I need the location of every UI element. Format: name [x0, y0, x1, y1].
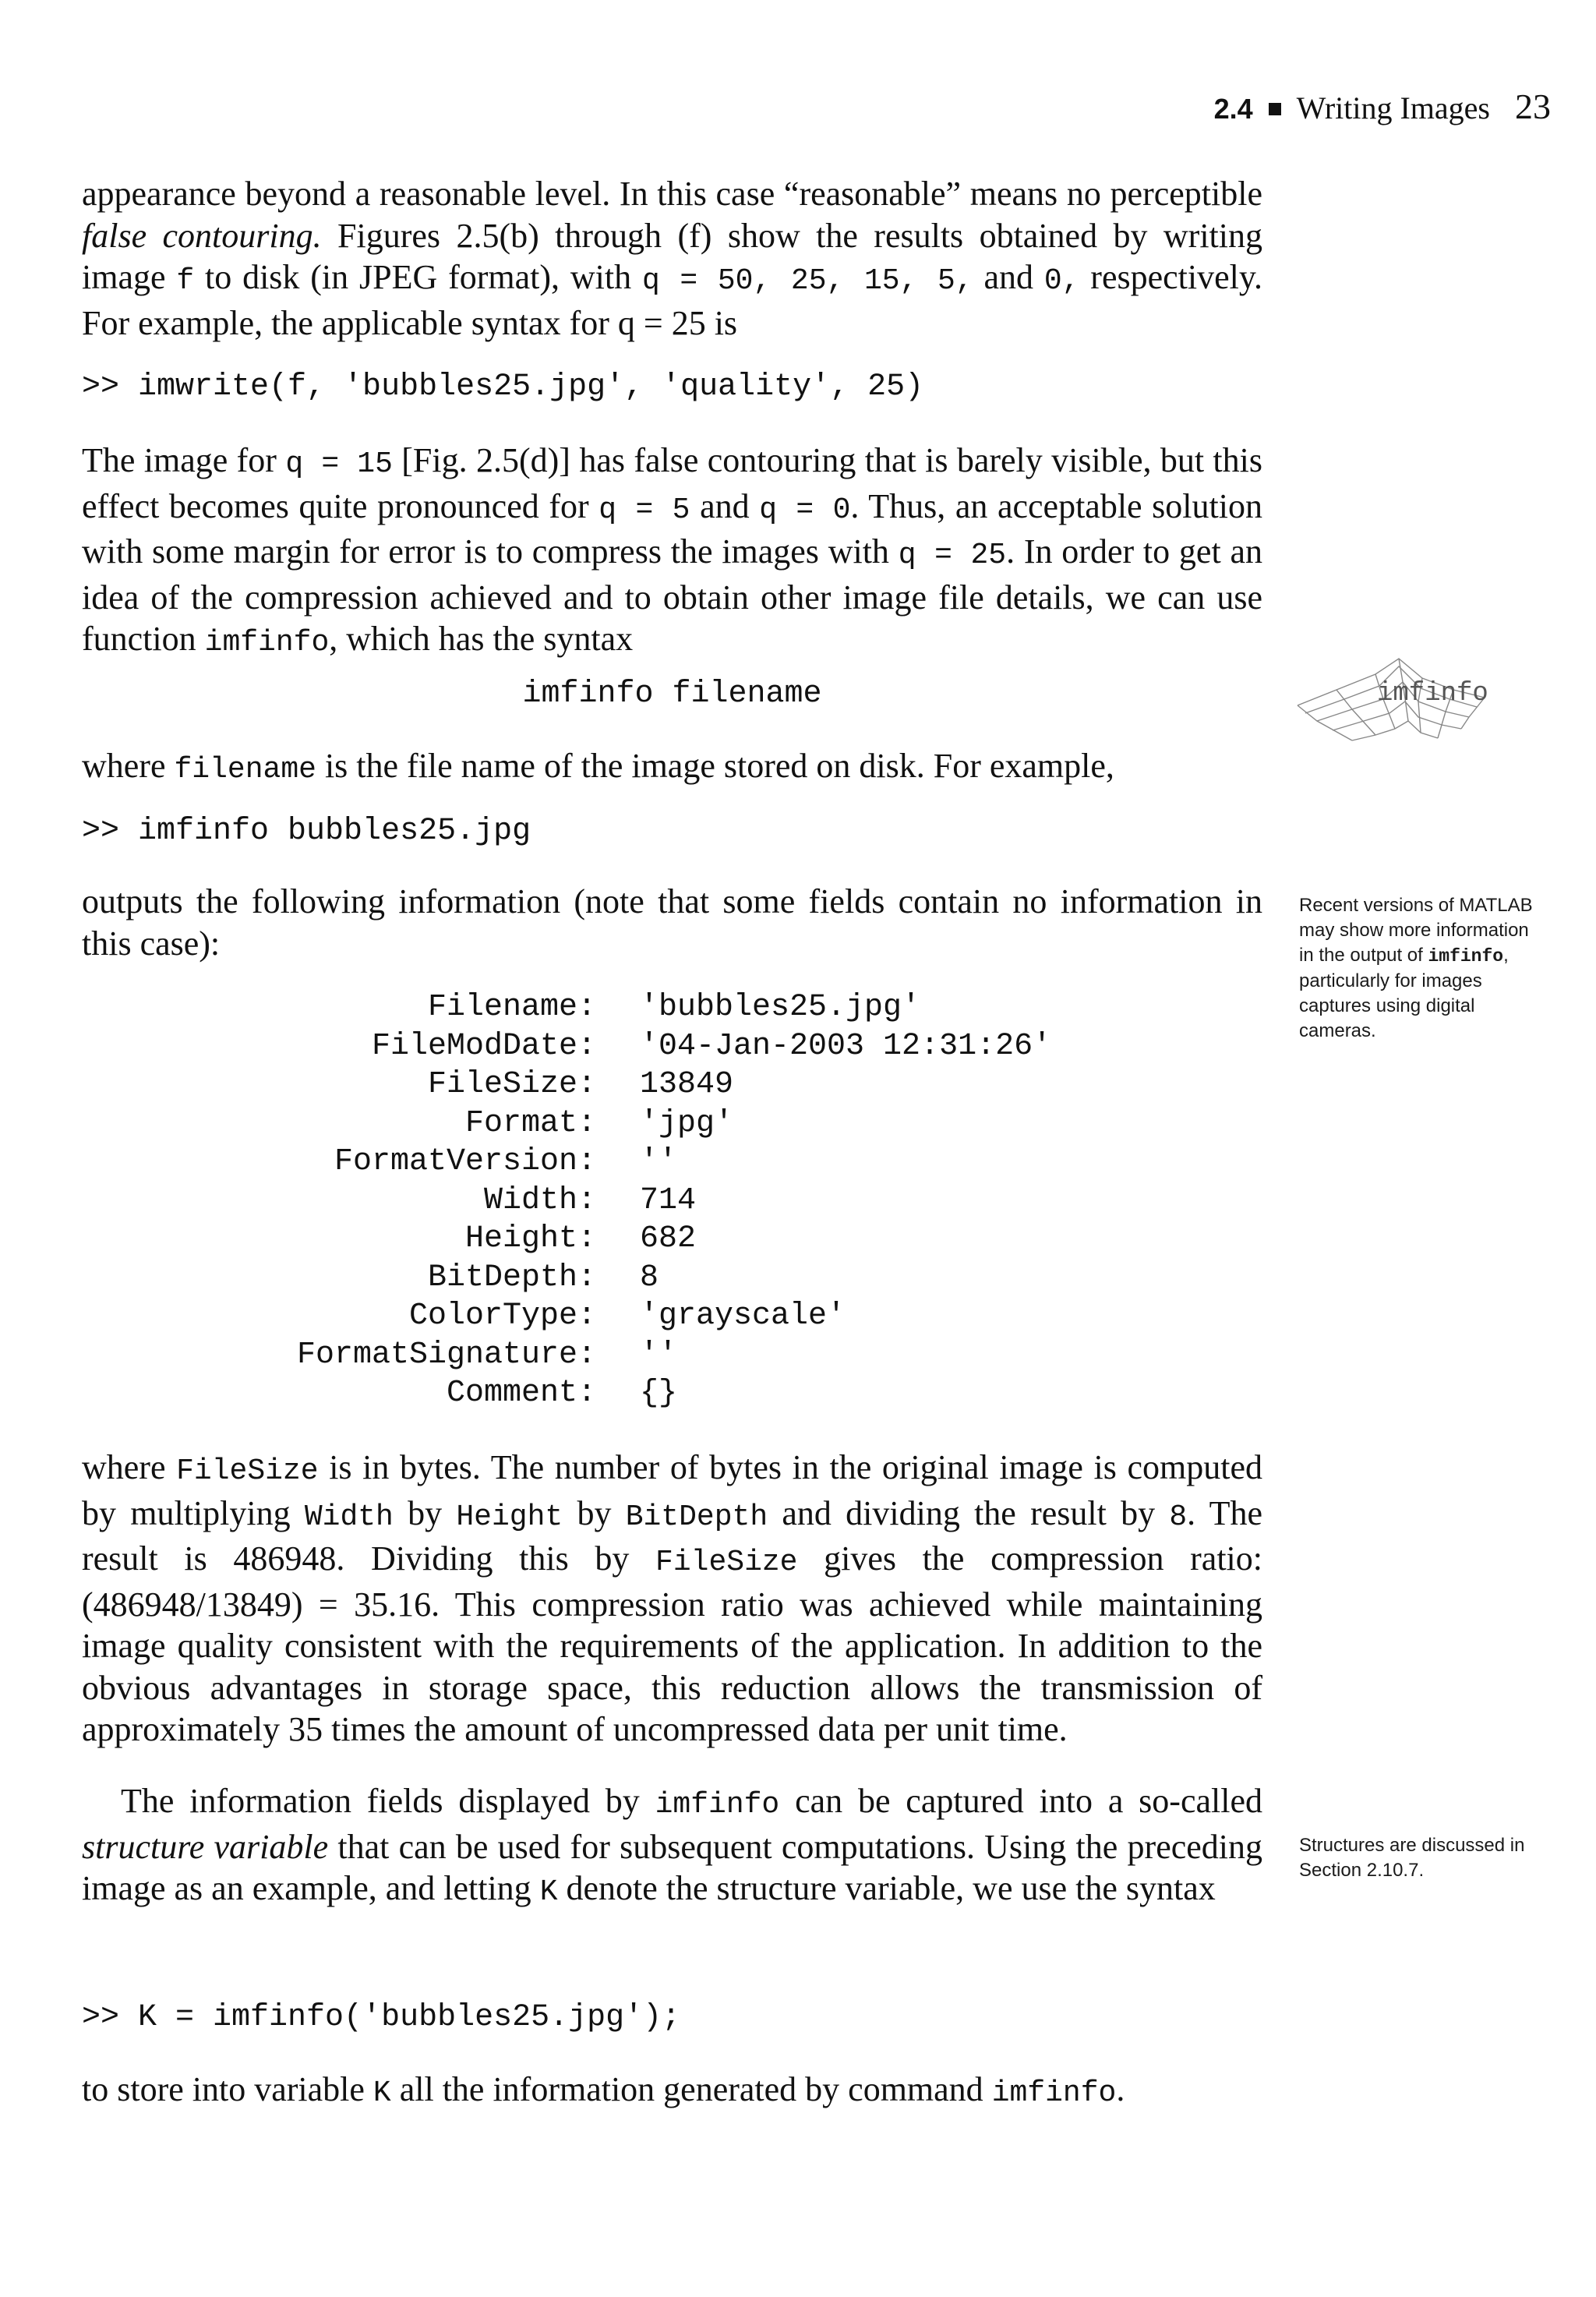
imfinfo-margin-logo	[1290, 643, 1492, 760]
text: The image for	[82, 441, 286, 479]
code-imfinfo-example: >> imfinfo bubbles25.jpg	[82, 814, 531, 849]
text: to store into variable	[82, 2070, 373, 2108]
info-key: BitDepth:	[427, 1260, 596, 1295]
info-key: FileModDate:	[371, 1028, 596, 1064]
emphasis-structure-variable: structure variable	[82, 1827, 329, 1866]
code-structure-assign: >> K = imfinfo('bubbles25.jpg');	[82, 2000, 681, 2035]
paragraph-6	[82, 1780, 1262, 1914]
paragraph-3	[82, 745, 1262, 791]
logo-label: imfinfo	[1377, 679, 1488, 709]
text: to disk (in JPEG format), with	[194, 258, 642, 296]
text: and	[973, 258, 1044, 296]
text: . The result is 486948. Dividing this by	[82, 1493, 1262, 1578]
info-value: 'jpg'	[640, 1105, 734, 1141]
section-number: 2.4	[1213, 93, 1253, 125]
inline-code: imfinfo	[1428, 946, 1504, 967]
text: all the information generated by command	[390, 2070, 992, 2108]
text: where	[82, 1448, 177, 1486]
info-key: FormatSignature:	[296, 1337, 596, 1373]
info-row	[234, 1182, 1051, 1221]
page-number: 23	[1515, 87, 1551, 126]
paragraph-2	[82, 440, 1262, 664]
inline-code: 0,	[1043, 264, 1080, 298]
text: and dividing the result by	[768, 1493, 1170, 1532]
info-value: 'bubbles25.jpg'	[640, 990, 921, 1025]
text: The information fields displayed by	[121, 1782, 655, 1820]
info-value: '04-Jan-2003 12:31:26'	[640, 1028, 1052, 1064]
text: is in bytes. The number of bytes in the original image is computed by multiplying	[82, 1448, 1262, 1532]
info-value: ''	[640, 1144, 678, 1179]
info-value: ''	[640, 1337, 678, 1373]
info-key: Width:	[483, 1182, 596, 1218]
code-imfinfo-syntax: imfinfo filename	[522, 677, 822, 712]
text: .	[1116, 2070, 1125, 2108]
inline-code: Height	[456, 1500, 563, 1534]
code-imwrite: >> imwrite(f, 'bubbles25.jpg', 'quality', 25)	[82, 369, 924, 405]
running-header	[1214, 86, 1551, 127]
info-key: Filename:	[427, 990, 596, 1025]
info-value: 714	[640, 1182, 697, 1218]
text: where	[82, 747, 175, 785]
info-row	[234, 1027, 1051, 1066]
inline-code: q = 15	[285, 447, 393, 481]
inline-code: filename	[174, 753, 316, 786]
inline-code: imfinfo	[991, 2076, 1117, 2110]
inline-code: Width	[304, 1500, 394, 1534]
info-key: ColorType:	[408, 1299, 596, 1334]
margin-note-structures: Structures are discussed in Section 2.10.7.	[1299, 1835, 1525, 1881]
text: can be captured into a so-called	[779, 1782, 1262, 1820]
text: , which has the syntax	[329, 620, 634, 658]
inline-code: K	[539, 1875, 558, 1909]
text: . In order to get an idea of the compression achieved and to obtain other image file details, we can use function	[82, 532, 1262, 658]
text: , particularly for images captures using digital cameras.	[1299, 945, 1509, 1041]
inline-code: q = 25	[898, 539, 1007, 572]
text: is the file name of the image stored on disk. For example,	[316, 747, 1114, 785]
inline-code: f	[176, 264, 195, 298]
info-row	[234, 1297, 1051, 1336]
text: by	[393, 1493, 457, 1532]
info-value: 13849	[640, 1067, 734, 1102]
info-key: FormatVersion:	[334, 1144, 596, 1179]
inline-code: imfinfo	[655, 1788, 780, 1822]
info-value: 'grayscale'	[640, 1299, 846, 1334]
text: respectively. For example, the applicable syntax for q = 25 is	[82, 258, 1263, 342]
info-value: 8	[640, 1260, 659, 1295]
inline-code: BitDepth	[625, 1500, 768, 1534]
info-key: Height:	[464, 1221, 596, 1256]
imfinfo-output-table	[234, 988, 1051, 1413]
inline-code: FileSize	[655, 1546, 798, 1579]
info-row	[234, 1104, 1051, 1143]
paragraph-5	[82, 1447, 1262, 1751]
inline-code: K	[373, 2076, 391, 2110]
text: gives the compression ratio: (486948/13849) = 35.16. This compression ratio was achieved while maintaining image quality consistent with the requirements of the application. In addition to the obvious advantages in storage space, this reduction allows the transmission of approximately 35 times the amount of uncompressed data per unit time.	[82, 1539, 1262, 1748]
inline-code: 8	[1169, 1500, 1188, 1534]
info-key: Comment:	[446, 1376, 596, 1411]
info-value: {}	[640, 1376, 678, 1411]
paragraph-4: outputs the following information (note that some fields contain no information in this case):	[82, 882, 1262, 963]
info-row	[234, 1143, 1051, 1182]
info-row	[234, 1259, 1051, 1298]
paragraph-1	[82, 173, 1262, 344]
text: Recent versions of MATLAB may show more information in the output of	[1299, 895, 1533, 966]
info-row	[234, 1374, 1051, 1413]
inline-code: q = 0	[759, 493, 851, 527]
paragraph-7	[82, 2069, 1262, 2115]
info-row	[234, 1220, 1051, 1259]
emphasis-false-contouring: false contouring.	[82, 216, 322, 255]
info-row	[234, 1336, 1051, 1375]
inline-code: FileSize	[176, 1454, 319, 1488]
info-key: Format:	[464, 1105, 596, 1141]
text: by	[563, 1493, 626, 1532]
text: that can be used for subsequent computations. Using the preceding image as an example, and letting	[82, 1827, 1263, 1907]
info-key: FileSize:	[427, 1067, 596, 1102]
section-title: Writing Images	[1296, 90, 1490, 125]
text: appearance beyond a reasonable level. In this case “reasonable” means no perceptible	[82, 175, 1262, 213]
text: [Fig. 2.5(d)] has false contouring that is barely visible, but this effect becomes quite pronounced for	[82, 441, 1263, 525]
info-row	[234, 988, 1051, 1027]
imfinfo-output-body	[234, 988, 1051, 1413]
inline-code: imfinfo	[204, 626, 330, 659]
text: Figures 2.5(b) through (f) show the results obtained by writing image	[82, 216, 1263, 296]
margin-note-recent-versions	[1299, 893, 1541, 1044]
inline-code: q = 5	[598, 493, 690, 527]
info-row	[234, 1065, 1051, 1104]
square-bullet-icon	[1269, 103, 1281, 115]
text: . Thus, an acceptable solution with some margin for error is to compress the images with	[82, 486, 1262, 571]
info-value: 682	[640, 1221, 697, 1256]
text: denote the structure variable, we use the syntax	[557, 1869, 1216, 1907]
inline-code: q = 50, 25, 15, 5,	[641, 264, 973, 298]
text: and	[690, 486, 760, 525]
